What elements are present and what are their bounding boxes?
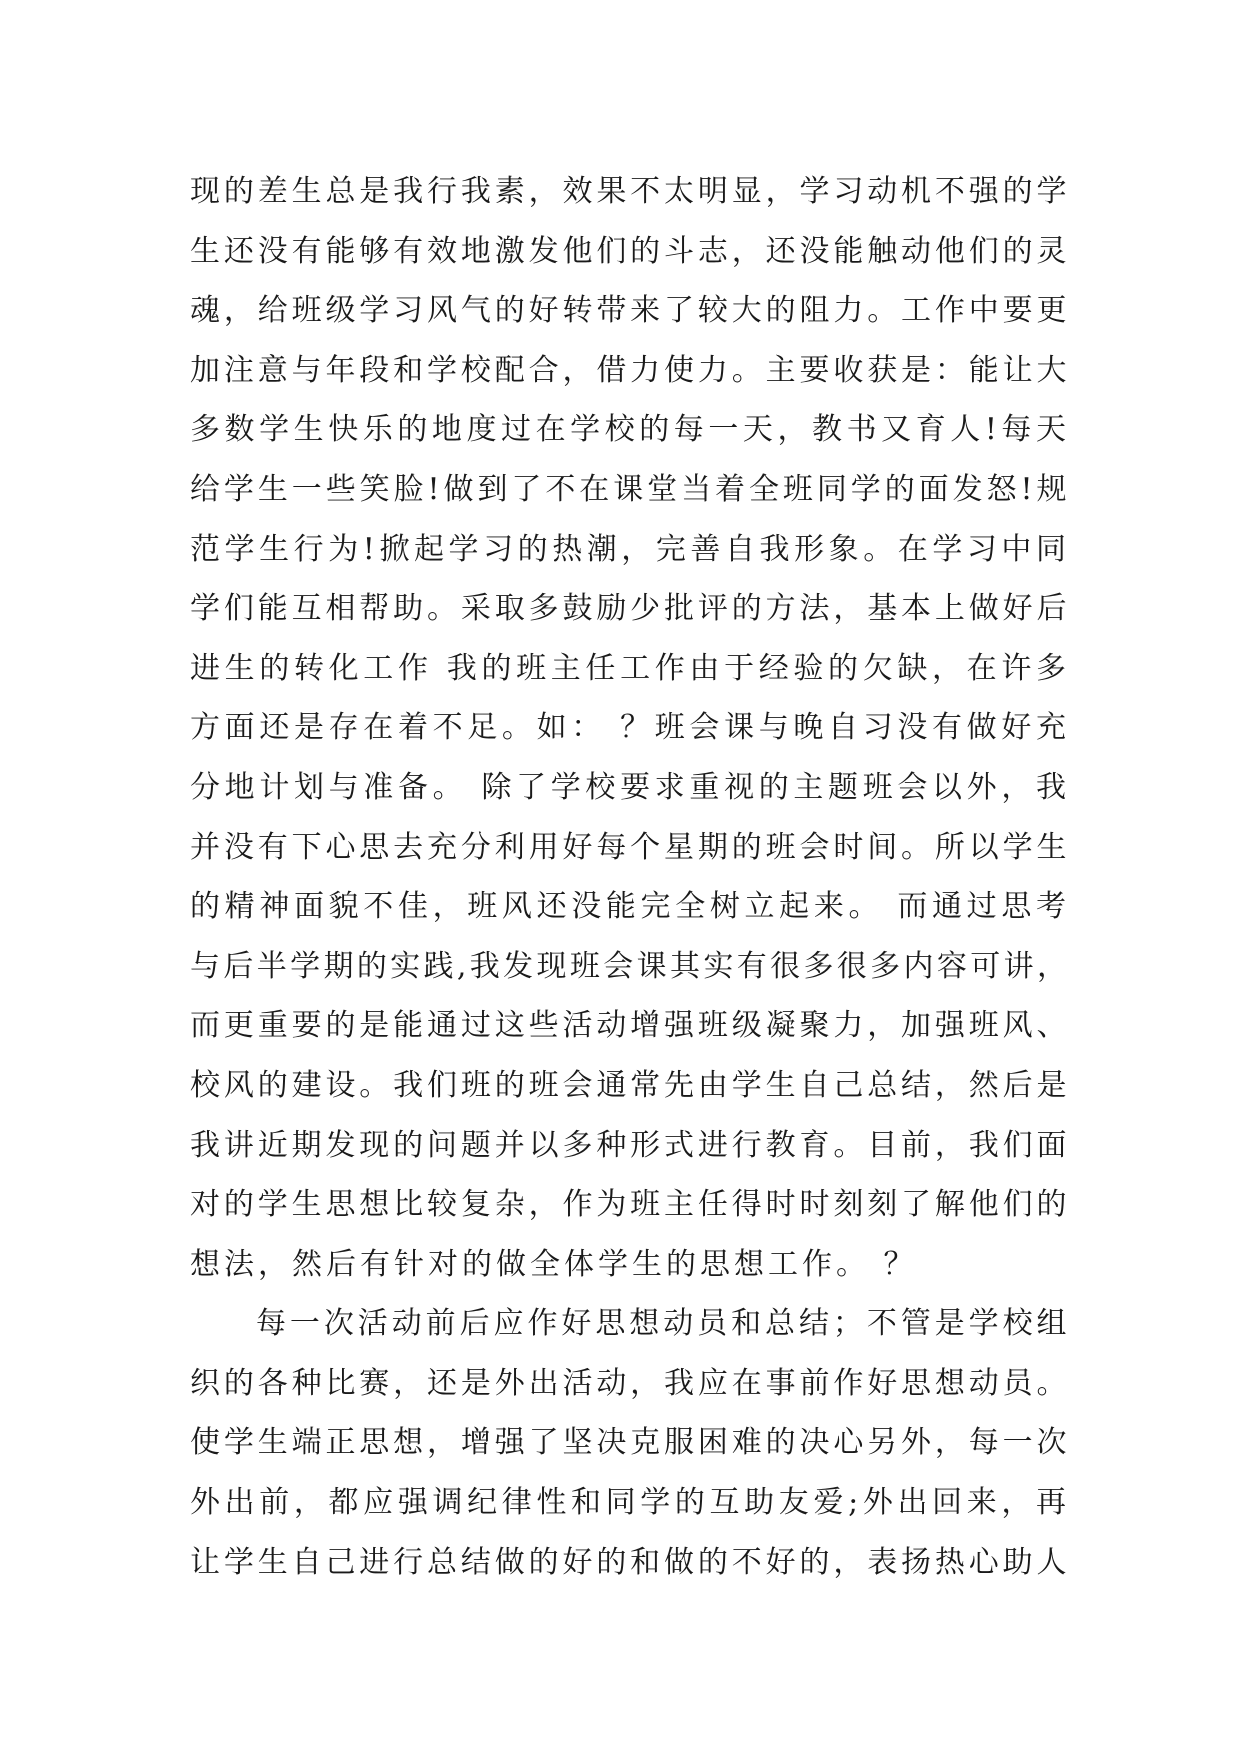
text-line: 并没有下心思去充分利用好每个星期的班会时间。所以学生 bbox=[190, 829, 1070, 865]
text-line: 我讲近期发现的问题并以多种形式进行教育。目前，我们面 bbox=[190, 1127, 1070, 1163]
text-line: 生还没有能够有效地激发他们的斗志，还没能触动他们的灵 bbox=[190, 233, 1070, 269]
text-line: 想法，然后有针对的做全体学生的思想工作。 ？ bbox=[190, 1246, 918, 1282]
text-line: 与后半学期的实践,我发现班会课其实有很多很多内容可讲， bbox=[190, 948, 1070, 984]
text-line: 使学生端正思想，增强了坚决克服困难的决心另外，每一次 bbox=[190, 1425, 1070, 1461]
text-line: 现的差生总是我行我素，效果不太明显，学习动机不强的学 bbox=[190, 174, 1070, 209]
text-line: 织的各种比赛，还是外出活动，我应在事前作好思想动员。 bbox=[190, 1365, 1070, 1401]
paragraph-1 bbox=[190, 162, 1070, 1294]
text-line: 的精神面貌不佳，班风还没能完全树立起来。 而通过思考 bbox=[190, 889, 1070, 925]
text-line: 对的学生思想比较复杂，作为班主任得时时刻刻了解他们的 bbox=[190, 1187, 1070, 1223]
text-line: 外出前，都应强调纪律性和同学的互助友爱;外出回来，再 bbox=[190, 1485, 1070, 1521]
document-body bbox=[190, 162, 1070, 1592]
text-line: 学们能互相帮助。采取多鼓励少批评的方法，基本上做好后 bbox=[190, 591, 1070, 627]
text-line: 给学生一些笑脸!做到了不在课堂当着全班同学的面发怒!规 bbox=[190, 471, 1070, 507]
text-line: 每一次活动前后应作好思想动员和总结；不管是学校组 bbox=[256, 1306, 1070, 1342]
text-line: 范学生行为!掀起学习的热潮，完善自我形象。在学习中同 bbox=[190, 531, 1070, 567]
text-line: 加注意与年段和学校配合，借力使力。主要收获是：能让大 bbox=[190, 352, 1070, 388]
text-line: 校风的建设。我们班的班会通常先由学生自己总结，然后是 bbox=[190, 1067, 1070, 1103]
text-line: 分地计划与准备。 除了学校要求重视的主题班会以外，我 bbox=[190, 769, 1070, 805]
text-line: 进生的转化工作 我的班主任工作由于经验的欠缺，在许多 bbox=[190, 650, 1070, 686]
text-line: 魂，给班级学习风气的好转带来了较大的阻力。工作中要更 bbox=[190, 293, 1070, 329]
text-line: 多数学生快乐的地度过在学校的每一天，教书又育人!每天 bbox=[190, 412, 1070, 448]
text-line: 让学生自己进行总结做的好的和做的不好的，表扬热心助人 bbox=[190, 1544, 1070, 1580]
text-line: 方面还是存在着不足。如： ？班会课与晚自习没有做好充 bbox=[190, 710, 1070, 746]
paragraph-2 bbox=[190, 1294, 1070, 1592]
text-line: 而更重要的是能通过这些活动增强班级凝聚力，加强班风、 bbox=[190, 1008, 1070, 1044]
